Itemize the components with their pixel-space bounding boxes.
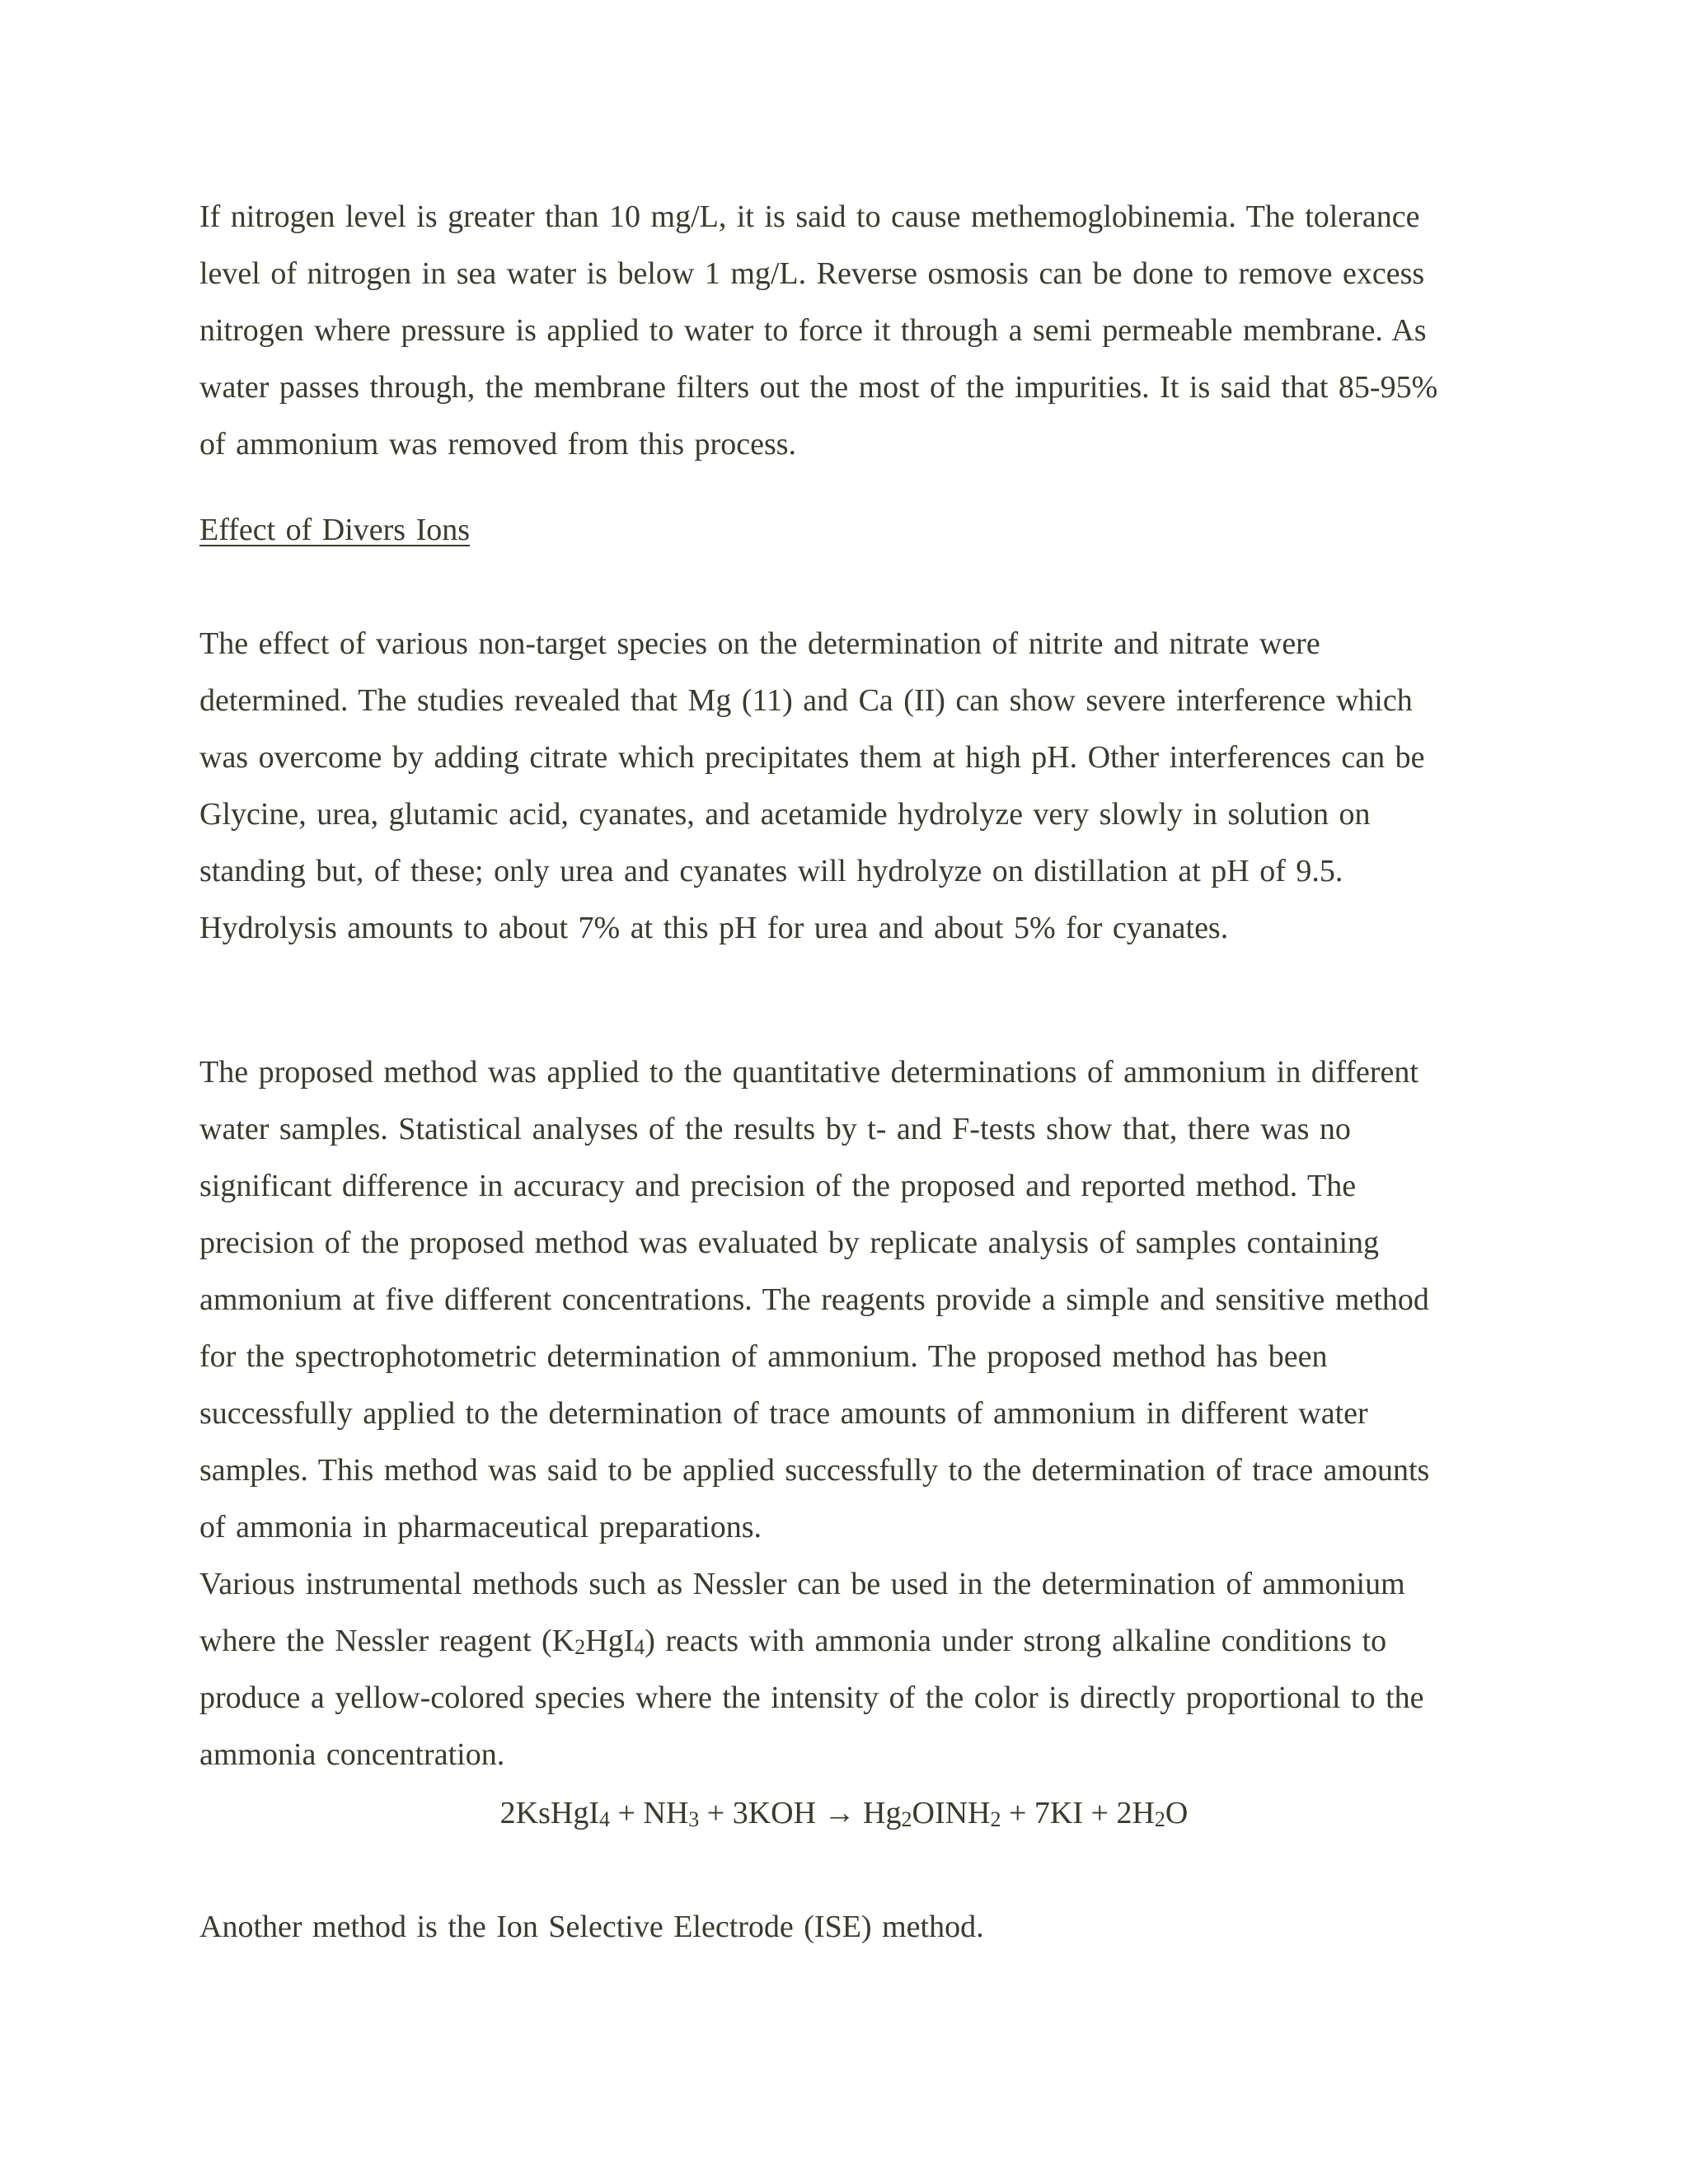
subscript: 2 <box>990 1807 1001 1831</box>
text-line: Glycine, urea, glutamic acid, cyanates, and acetamide hydrolyze very slowly in solution on <box>199 797 1371 832</box>
text-line: standing but, of these; only urea and cyanates will hydrolyze on distillation at pH of 9.5. <box>199 854 1343 888</box>
text-line: significant difference in accuracy and precision of the proposed and reported method. The <box>199 1169 1357 1203</box>
text-line: samples. This method was said to be applied successfully to the determination of trace amounts <box>199 1453 1430 1488</box>
text-line: level of nitrogen in sea water is below 1 mg/L. Reverse osmosis can be done to remove excess <box>199 256 1425 291</box>
text-fragment: HgI <box>585 1624 635 1658</box>
subscript: 2 <box>901 1807 912 1831</box>
text-line: The proposed method was applied to the quantitative determinations of ammonium in different <box>199 1055 1418 1090</box>
text-line: The effect of various non-target species on the determination of nitrite and nitrate were <box>199 626 1320 661</box>
text-line: nitrogen where pressure is applied to water to force it through a semi permeable membrane. As <box>199 313 1427 348</box>
text-line: was overcome by adding citrate which precipitates them at high pH. Other interferences can be <box>199 740 1425 775</box>
paragraph-divers-ions <box>199 616 1493 957</box>
text-fragment: where the Nessler reagent (K <box>199 1624 575 1658</box>
paragraph-ise-method <box>199 1899 1493 1956</box>
text-line: produce a yellow-colored species where the intensity of the color is directly proportional to the <box>199 1680 1424 1715</box>
subscript: 3 <box>688 1807 700 1831</box>
text-line: of ammonium was removed from this process. <box>199 427 797 462</box>
equation-term: + 3KOH → Hg <box>699 1796 902 1830</box>
subscript: 2 <box>1154 1807 1165 1831</box>
text-line: water passes through, the membrane filters out the most of the impurities. It is said that 85-95% <box>199 370 1438 405</box>
equation-term: + 7KI + 2H <box>1001 1796 1155 1830</box>
text-line: determined. The studies revealed that Mg (11) and Ca (II) can show severe interference which <box>199 683 1413 718</box>
equation-term: O <box>1165 1796 1189 1830</box>
text-line: Another method is the Ion Selective Electrode (ISE) method. <box>199 1910 984 1944</box>
equation-term: 2KsHgI <box>499 1796 599 1830</box>
text-fragment: ) reacts with ammonia under strong alkaline conditions to <box>645 1624 1387 1658</box>
subscript: 4 <box>598 1807 610 1831</box>
text-line: ammonia concentration. <box>199 1737 505 1772</box>
chemical-equation <box>0 1785 1688 1842</box>
text-line: ammonium at five different concentrations. The reagents provide a simple and sensitive method <box>199 1282 1429 1317</box>
paragraph-proposed-method <box>199 1044 1493 1783</box>
text-line: precision of the proposed method was evaluated by replicate analysis of samples containing <box>199 1226 1380 1260</box>
section-heading-text: Effect of Divers Ions <box>199 513 471 547</box>
text-line: Hydrolysis amounts to about 7% at this pH for urea and about 5% for cyanates. <box>199 911 1229 945</box>
subscript: 2 <box>574 1635 586 1659</box>
text-line: for the spectrophotometric determination of ammonium. The proposed method has been <box>199 1339 1328 1374</box>
text-line: water samples. Statistical analyses of the results by t- and F-tests show that, there was no <box>199 1112 1351 1146</box>
paragraph-nitrogen-tolerance <box>199 189 1493 473</box>
equation-term: OINH <box>912 1796 991 1830</box>
text-line: Various instrumental methods such as Nessler can be used in the determination of ammonium <box>199 1567 1405 1601</box>
text-line: If nitrogen level is greater than 10 mg/L, it is said to cause methemoglobinemia. The tolerance <box>199 199 1420 234</box>
text-line: successfully applied to the determination of trace amounts of ammonium in different water <box>199 1396 1368 1431</box>
text-line: of ammonia in pharmaceutical preparations. <box>199 1510 762 1544</box>
nessler-reagent-line <box>199 1613 1493 1670</box>
section-heading <box>199 502 1493 559</box>
equation-term: + NH <box>609 1796 689 1830</box>
subscript: 4 <box>634 1635 645 1659</box>
